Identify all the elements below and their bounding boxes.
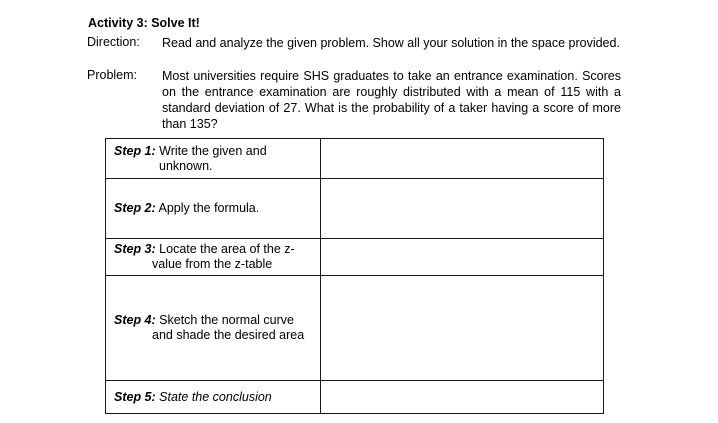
step-1-text-line2: unknown. (159, 158, 213, 173)
step-2-text: Apply the formula. (158, 201, 260, 215)
step-2-heading: Step 2: (114, 201, 156, 215)
step-5-heading: Step 5: (114, 389, 156, 404)
step-3-text-line2: value from the z-table (152, 257, 273, 271)
step-1-text-line1: Write the given and (159, 143, 267, 158)
step-5-answer-space[interactable] (320, 381, 603, 414)
problem-text: Most universities require SHS graduates to take an entrance examination. Scores on the entrance examination are roughly distributed with a mean of 115 with a standard deviation of 27. What is the probability of a taker having a score of more than 135? (162, 69, 621, 131)
step-3-heading: Step 3: (114, 242, 156, 256)
solution-table (105, 138, 604, 414)
table-row (106, 239, 604, 276)
step-4-text-line2: and shade the desired area (152, 328, 305, 342)
table-row (106, 381, 604, 414)
direction-text: Read and analyze the given problem. Show all your solution in the space provided. (162, 36, 620, 50)
direction-label: Direction: (87, 35, 140, 49)
step-4-text-line1: Sketch the normal curve (159, 313, 294, 327)
step-1-cell (106, 139, 321, 179)
step-5-cell (106, 381, 321, 414)
step-3-cell (106, 239, 321, 276)
step-5-text: State the conclusion (159, 389, 272, 404)
step-2-answer-space[interactable] (320, 179, 603, 239)
table-row (106, 179, 604, 239)
step-4-heading: Step 4: (114, 313, 156, 327)
step-1-heading: Step 1: (114, 143, 156, 158)
step-3-answer-space[interactable] (320, 239, 603, 276)
step-4-cell (106, 276, 321, 381)
problem-label: Problem: (87, 68, 138, 82)
table-row (106, 276, 604, 381)
table-row (106, 139, 604, 179)
activity-title: Activity 3: Solve It! (88, 16, 200, 30)
step-3-text-line1: Locate the area of the z- (159, 242, 295, 256)
step-2-cell (106, 179, 321, 239)
step-1-answer-space[interactable] (320, 139, 603, 179)
step-4-answer-space[interactable] (320, 276, 603, 381)
